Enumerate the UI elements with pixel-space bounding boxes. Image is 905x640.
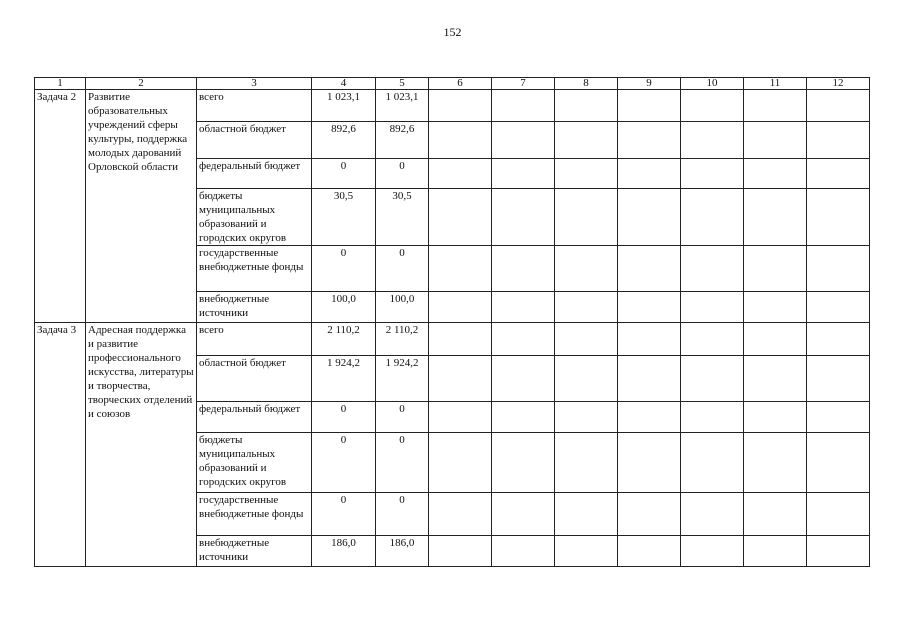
empty-cell [807,356,870,402]
task-id: Задача 3 [35,323,86,567]
amount-col4: 0 [312,493,376,536]
empty-cell [807,493,870,536]
header-row [35,78,870,90]
empty-cell [555,159,618,189]
empty-cell [492,90,555,122]
empty-cell [681,122,744,159]
funding-source: внебюджетные источники [197,292,312,323]
empty-cell [744,189,807,246]
empty-cell [807,122,870,159]
col-header: 9 [618,78,681,90]
empty-cell [681,433,744,493]
empty-cell [429,189,492,246]
empty-cell [429,159,492,189]
empty-cell [618,402,681,433]
empty-cell [807,402,870,433]
table-row [35,90,870,122]
empty-cell [744,122,807,159]
empty-cell [618,356,681,402]
col-header: 5 [376,78,429,90]
col-header: 2 [86,78,197,90]
amount-col5: 0 [376,493,429,536]
amount-col4: 1 023,1 [312,90,376,122]
amount-col4: 2 110,2 [312,323,376,356]
funding-source: областной бюджет [197,356,312,402]
empty-cell [681,493,744,536]
amount-col4: 100,0 [312,292,376,323]
empty-cell [618,493,681,536]
funding-source: федеральный бюджет [197,402,312,433]
task-name: Развитие образовательных учреждений сферы культуры, поддержка молодых дарований Орловской области [86,90,197,323]
empty-cell [618,90,681,122]
col-header: 1 [35,78,86,90]
empty-cell [681,189,744,246]
amount-col4: 892,6 [312,122,376,159]
empty-cell [618,323,681,356]
amount-col5: 1 924,2 [376,356,429,402]
empty-cell [429,323,492,356]
empty-cell [681,402,744,433]
empty-cell [555,246,618,292]
empty-cell [681,536,744,567]
empty-cell [618,189,681,246]
empty-cell [492,122,555,159]
empty-cell [681,356,744,402]
empty-cell [492,356,555,402]
empty-cell [429,292,492,323]
empty-cell [618,536,681,567]
amount-col4: 0 [312,246,376,292]
amount-col4: 1 924,2 [312,356,376,402]
empty-cell [555,122,618,159]
page-number: 152 [443,25,462,39]
empty-cell [492,536,555,567]
amount-col5: 186,0 [376,536,429,567]
empty-cell [807,246,870,292]
empty-cell [807,536,870,567]
amount-col5: 0 [376,246,429,292]
funding-source: государственные внебюджетные фонды [197,246,312,292]
funding-source: бюджеты муниципальных образований и городских округов [197,433,312,493]
empty-cell [744,433,807,493]
funding-source: внебюджетные источники [197,536,312,567]
amount-col5: 0 [376,433,429,493]
empty-cell [744,292,807,323]
empty-cell [555,90,618,122]
empty-cell [618,292,681,323]
empty-cell [744,323,807,356]
empty-cell [681,90,744,122]
empty-cell [807,292,870,323]
amount-col4: 30,5 [312,189,376,246]
empty-cell [555,433,618,493]
amount-col5: 1 023,1 [376,90,429,122]
empty-cell [555,323,618,356]
empty-cell [429,402,492,433]
empty-cell [807,189,870,246]
amount-col4: 186,0 [312,536,376,567]
funding-source: всего [197,90,312,122]
amount-col5: 0 [376,402,429,433]
empty-cell [744,536,807,567]
empty-cell [555,356,618,402]
empty-cell [492,292,555,323]
task-name: Адресная поддержка и развитие профессионального искусства, литературы и творчества, творческих отделений и союзов [86,323,197,567]
empty-cell [492,323,555,356]
empty-cell [744,246,807,292]
budget-table [34,77,870,567]
col-header: 11 [744,78,807,90]
empty-cell [429,356,492,402]
empty-cell [492,402,555,433]
col-header: 10 [681,78,744,90]
empty-cell [807,90,870,122]
empty-cell [807,433,870,493]
col-header: 7 [492,78,555,90]
empty-cell [618,122,681,159]
col-header: 3 [197,78,312,90]
empty-cell [744,90,807,122]
empty-cell [744,402,807,433]
empty-cell [618,433,681,493]
amount-col5: 30,5 [376,189,429,246]
funding-source: федеральный бюджет [197,159,312,189]
funding-source: государственные внебюджетные фонды [197,493,312,536]
empty-cell [492,189,555,246]
funding-source: всего [197,323,312,356]
empty-cell [429,122,492,159]
empty-cell [429,90,492,122]
table-row [35,323,870,356]
funding-source: бюджеты муниципальных образований и городских округов [197,189,312,246]
empty-cell [492,433,555,493]
empty-cell [492,493,555,536]
funding-source: областной бюджет [197,122,312,159]
empty-cell [429,536,492,567]
empty-cell [744,356,807,402]
task-id: Задача 2 [35,90,86,323]
empty-cell [744,159,807,189]
empty-cell [618,159,681,189]
empty-cell [429,493,492,536]
empty-cell [744,493,807,536]
amount-col5: 2 110,2 [376,323,429,356]
col-header: 8 [555,78,618,90]
empty-cell [555,292,618,323]
empty-cell [618,246,681,292]
amount-col4: 0 [312,159,376,189]
empty-cell [555,536,618,567]
col-header: 12 [807,78,870,90]
amount-col5: 100,0 [376,292,429,323]
empty-cell [555,493,618,536]
amount-col4: 0 [312,402,376,433]
empty-cell [429,246,492,292]
empty-cell [492,159,555,189]
empty-cell [555,189,618,246]
empty-cell [492,246,555,292]
empty-cell [681,292,744,323]
amount-col5: 0 [376,159,429,189]
col-header: 4 [312,78,376,90]
empty-cell [429,433,492,493]
empty-cell [807,323,870,356]
empty-cell [681,159,744,189]
empty-cell [807,159,870,189]
empty-cell [681,323,744,356]
amount-col4: 0 [312,433,376,493]
col-header: 6 [429,78,492,90]
empty-cell [555,402,618,433]
empty-cell [681,246,744,292]
amount-col5: 892,6 [376,122,429,159]
